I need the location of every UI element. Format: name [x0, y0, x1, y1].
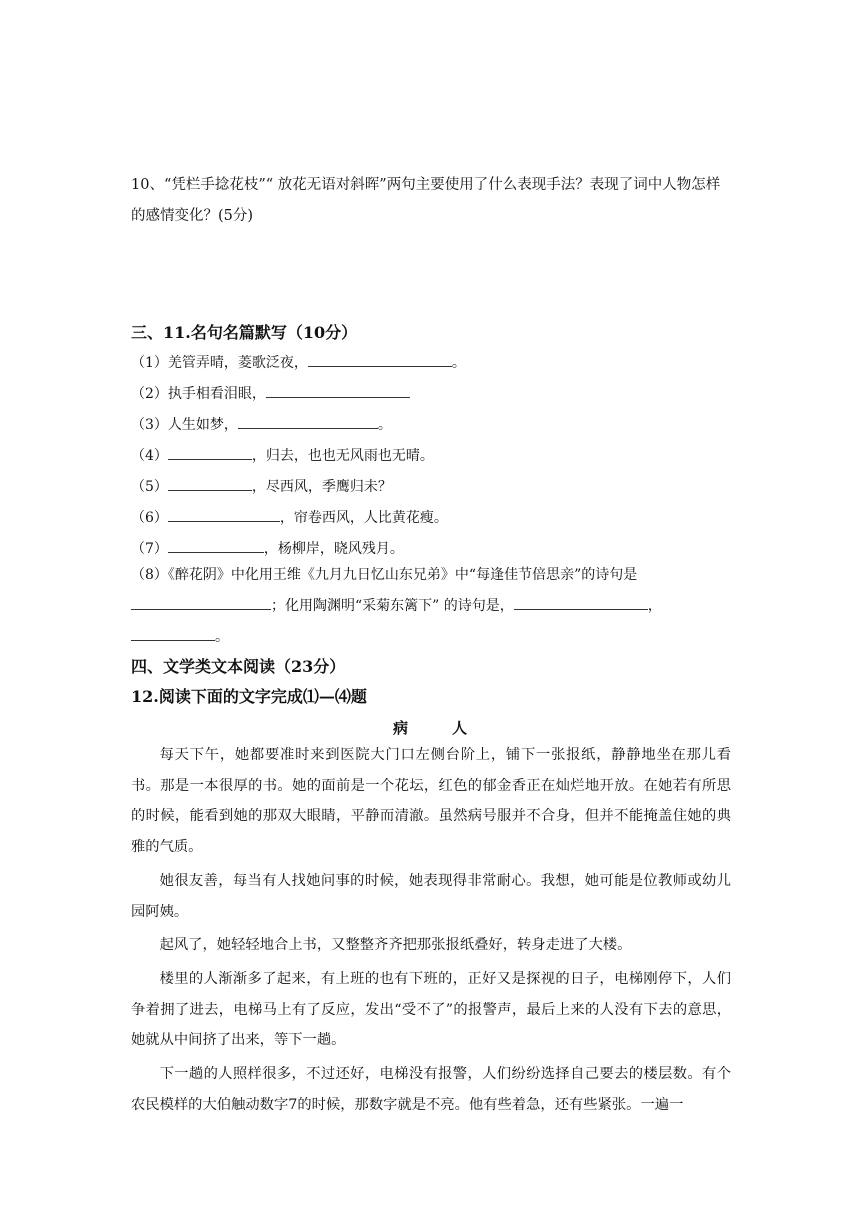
answer-blank[interactable]: [168, 445, 252, 460]
section-3-title: 三、11.名句名篇默写（10分）: [131, 323, 358, 342]
item-text-before: 羌管弄晴，菱歌泛夜，: [167, 355, 308, 371]
item-text-after: ，帘卷西风，人比黄花瘦。: [279, 510, 448, 526]
item-number: （2）: [131, 386, 168, 402]
story-body: [131, 740, 731, 1123]
answer-blank[interactable]: [514, 595, 648, 610]
item-text-before: 执手相看泪眼，: [167, 386, 266, 402]
answer-blank[interactable]: [131, 595, 271, 610]
item-8-text-4: 。: [215, 629, 229, 645]
item-8-text-3: ，: [647, 598, 662, 614]
answer-blank[interactable]: [308, 352, 452, 367]
fill-item-1: [131, 350, 731, 381]
question-10: 10、“凭栏手捻花枝”“ 放花无语对斜晖”两句主要使用了什么表现手法？表现了词中人物怎样的感情变化？(5分): [131, 177, 721, 224]
item-8-text-1: 《醉花阴》中化用王维《九月九日忆山东兄弟》中“每逢佳节倍思亲”的诗句是: [167, 567, 638, 583]
item-text-after: 。: [451, 355, 466, 371]
section-4-title: 四、文学类文本阅读（23分）: [131, 657, 346, 676]
fill-item-2: [131, 381, 731, 412]
answer-blank[interactable]: [238, 414, 378, 429]
fill-item-5: [131, 474, 731, 505]
story-paragraph: 起风了，她轻轻地合上书，又整整齐齐把那张报纸叠好，转身走进了大楼。: [159, 937, 632, 954]
story-paragraph: 下一趟的人照样很多，不过还好，电梯没有报警，人们纷纷选择自己要去的楼层数。有个农民模样的大伯触动数字7的时候，那数字就是不亮。他有些着急，还有些紧张。一遍一: [131, 1066, 731, 1113]
question-12-title: 12.阅读下面的文字完成⑴—⑷题: [131, 687, 367, 706]
answer-blank[interactable]: [266, 383, 410, 398]
answer-blank[interactable]: [168, 538, 264, 553]
story-paragraph: 楼里的人渐渐多了起来，有上班的也有下班的，正好又是探视的日子，电梯刚停下，人们争着拥了进去，电梯马上有了反应，发出“受不了”的报警声，最后上来的人没有下去的意思，她就从中间挤了出来，等下一趟。: [131, 970, 731, 1049]
answer-blank[interactable]: [168, 476, 252, 491]
fill-in-list: [131, 350, 731, 567]
item-text-after: ，杨柳岸，晓风残月。: [263, 541, 404, 557]
item-number: （5）: [131, 479, 168, 495]
item-number: （3）: [131, 417, 168, 433]
item-number: （4）: [131, 448, 168, 464]
fill-item-4: [131, 443, 731, 474]
story-paragraph: 她很友善，每当有人找她问事的时候，她表现得非常耐心。我想，她可能是位教师或幼儿园阿姨。: [131, 872, 731, 920]
fill-item-8: [131, 560, 731, 653]
story-title: [0, 717, 860, 739]
item-text-after: 。: [377, 417, 392, 433]
fill-item-6: [131, 505, 731, 536]
item-8-text-2: ；化用陶渊明“采菊东篱下” 的诗句是，: [271, 598, 514, 614]
answer-blank[interactable]: [168, 507, 280, 522]
item-text-after: ，尽西风，季鹰归未？: [251, 479, 392, 495]
story-paragraph: 每天下午，她都要准时来到医院大门口左侧台阶上，铺下一张报纸，静静地坐在那儿看书。那是一本很厚的书。她的面前是一个花坛，红色的郁金香正在灿烂地开放。在她若有所思的时候，能看到她的那双大眼睛，平静而清澈。虽然病号服并不合身，但并不能掩盖住她的典雅的气质。: [131, 747, 731, 856]
item-number: （6）: [131, 510, 168, 526]
item-text-before: 人生如梦，: [167, 417, 238, 433]
answer-blank[interactable]: [131, 626, 215, 641]
story-title-char-1: 病: [392, 719, 408, 737]
item-text-after: ，归去，也也无风雨也无晴。: [251, 448, 434, 464]
story-title-char-2: 人: [452, 719, 468, 737]
item-number: （7）: [131, 541, 168, 557]
item-number: （8）: [131, 567, 168, 583]
fill-item-3: [131, 412, 731, 443]
item-number: （1）: [131, 355, 168, 371]
